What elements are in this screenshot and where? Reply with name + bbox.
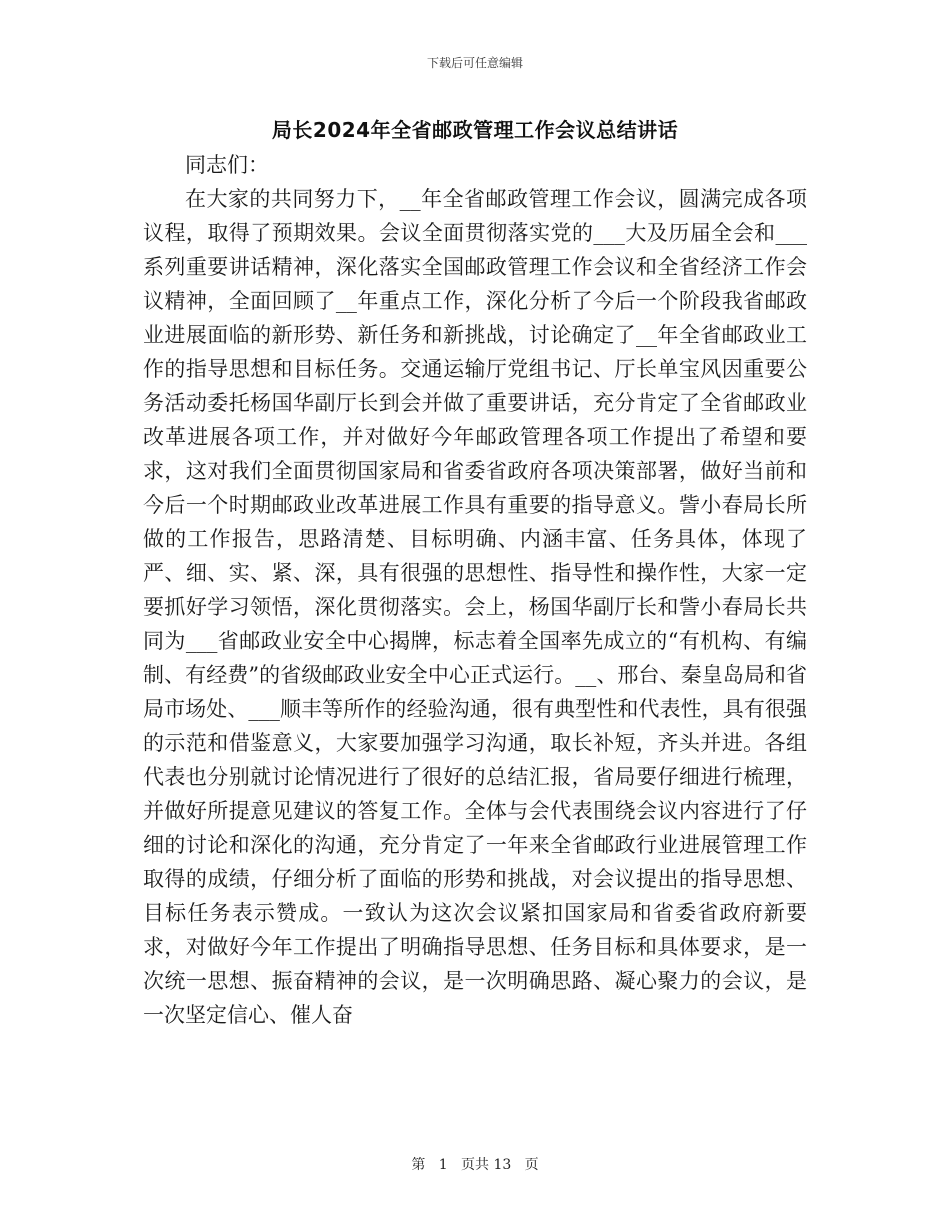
page-middle: 页共 [461, 1157, 489, 1173]
salutation: 同志们： [185, 153, 269, 177]
page-suffix: 页 [524, 1157, 539, 1173]
body-paragraph: 在大家的共同努力下，__年全省邮政管理工作会议，圆满完成各项议程，取得了预期效果。会议全面贯彻落实党的___大及历届全会和___系列重要讲话精神，深化落实全国邮政管理工作会议和全省经济工作会议精神，全面回顾了__年重点工作，深化分析了今后一个阶段我省邮政业进展面临的新形势、新任务和新挑战，讨论确定了__年全省邮政业工作的指导思想和目标任务。交通运输厅党组书记、厅长单宝风因重要公务活动委托杨国华副厅长到会并做了重要讲话，充分肯定了全省邮政业改革进展各项工作，并对做好今年邮政管理各项工作提出了希望和要求，这对我们全面贯彻国家局和省委省政府各项决策部署，做好当前和今后一个时期邮政业改革进展工作具有重要的指导意义。訾小春局长所做的工作报告，思路清楚、目标明确、内涵丰富、任务具体，体现了严、细、实、紧、深，具有很强的思想性、指导性和操作性，大家一定要抓好学习领悟，深化贯彻落实。会上，杨国华副厅长和訾小春局长共同为___省邮政业安全中心揭牌，标志着全国率先成立的“有机构、有编制、有经费”的省级邮政业安全中心正式运行。__、邢台、秦皇岛局和省局市场处、___顺丰等所作的经验沟通，很有典型性和代表性，具有很强的示范和借鉴意义，大家要加强学习沟通，取长补短，齐头并进。各组代表也分别就讨论情况进行了很好的总结汇报，省局要仔细进行梳理，并做好所提意见建议的答复工作。全体与会代表围绕会议内容进行了仔细的讨论和深化的沟通，充分肯定了一年来全省邮政行业进展管理工作取得的成绩，仔细分析了面临的形势和挑战，对会议提出的指导思想、目标任务表示赞成。一致认为这次会议紧扣国家局和省委省政府新要求，对做好今年工作提出了明确指导思想、任务目标和具体要求，是一次统一思想、振奋精神的会议，是一次明确思路、凝心聚力的会议，是一次坚定信心、催人奋 [143, 187, 807, 1027]
header-note: 下载后可任意编辑 [426, 56, 523, 70]
page-prefix: 第 [411, 1157, 426, 1173]
total-pages-number: 13 [493, 1157, 512, 1173]
page-footer [0, 1154, 950, 1174]
document-title: 局长2024年全省邮政管理工作会议总结讲话 [271, 118, 679, 142]
document-body [143, 148, 807, 1032]
current-page-number: 1 [438, 1157, 448, 1173]
